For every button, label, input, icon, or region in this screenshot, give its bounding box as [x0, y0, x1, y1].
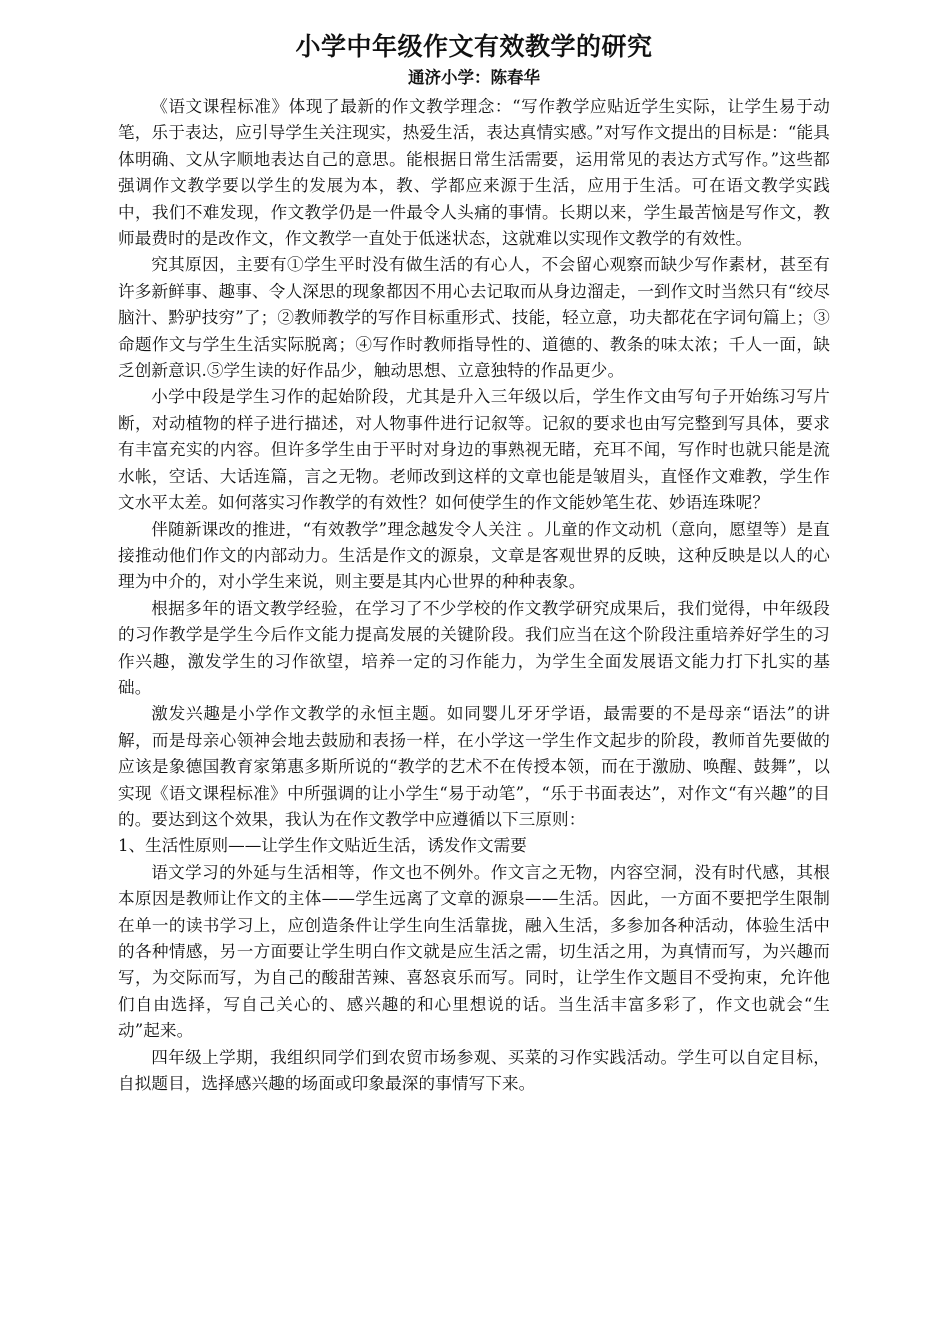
document-page	[118, 30, 830, 1097]
document-author: 通济小学：陈春华	[408, 68, 540, 87]
paragraph-1: 《语文课程标准》体现了最新的作文教学理念：“写作教学应贴近学生实际，让学生易于动笔，乐于表达，应引导学生关注现实，热爱生活，表达真情实感。”对写作文提出的目标是：“能具体明确、文从字顺地表达自己的意思。能根据日常生活需要，运用常见的表达方式写作。”这些都强调作文教学要以学生的发展为本，教、学都应来源于生活，应用于生活。可在语文教学实践中，我们不难发现，作文教学仍是一件最令人头痛的事情。长期以来，学生最苦恼是写作文，教师最费时的是改作文，作文教学一直处于低迷状态，这就难以实现作文教学的有效性。	[118, 97, 830, 249]
paragraph-6: 激发兴趣是小学作文教学的永恒主题。如同婴儿牙牙学语，最需要的不是母亲“语法”的讲解，而是母亲心领神会地去鼓励和表扬一样，在小学这一学生作文起步的阶段，教师首先要做的应该是象德国教育家第惠多斯所说的“教学的艺术不在传授本领，而在于激励、唤醒、鼓舞”，以实现《语文课程标准》中所强调的让小学生“易于动笔”，“乐于书面表达”，对作文“有兴趣”的目的。要达到这个效果，我认为在作文教学中应遵循以下三原则：	[118, 704, 830, 829]
paragraph-5: 根据多年的语文教学经验，在学习了不少学校的作文教学研究成果后，我们觉得，中年级段的习作教学是学生今后作文能力提高发展的关键阶段。我们应当在这个阶段注重培养好学生的习作兴趣，激发学生的习作欲望，培养一定的习作能力，为学生全面发展语文能力打下扎实的基础。	[118, 598, 830, 697]
document-title: 小学中年级作文有效教学的研究	[295, 32, 653, 61]
paragraph-4: 伴随新课改的推进，“有效教学”理念越发令人关注 。儿童的作文动机（意向，愿望等）是直接推动他们作文的内部动力。生活是作文的源泉，文章是客观世界的反映，这种反映是以人的心理为中介的，对小学生来说，则主要是其内心世界的种种表象。	[118, 519, 830, 592]
section-heading: 1、生活性原则——让学生作文贴近生活，诱发作文需要	[118, 836, 527, 856]
section-paragraph-1: 语文学习的外延与生活相等，作文也不例外。作文言之无物，内容空洞，没有时代感，其根本原因是教师让作文的主体——学生远离了文章的源泉——生活。因此，一方面不要把学生限制在单一的读书学习上，应创造条件让学生向生活靠拢，融入生活，多参加各种活动，体验生活中的各种情感，另一方面要让学生明白作文就是应生活之需，切生活之用，为真情而写，为兴趣而写，为交际而写，为自己的酸甜苦辣、喜怒哀乐而写。同时，让学生作文题目不受拘束，允许他们自由选择，写自己关心的、感兴趣的和心里想说的话。当生活丰富多彩了，作文也就会“生动”起来。	[118, 862, 830, 1041]
paragraph-2: 究其原因，主要有①学生平时没有做生活的有心人，不会留心观察而缺少写作素材，甚至有许多新鲜事、趣事、令人深思的现象都因不用心去记取而从身边溜走，一到作文时当然只有“绞尽脑汁、黔驴技穷”了；②教师教学的写作目标重形式、技能，轻立意，功夫都花在字词句篇上；③命题作文与学生生活实际脱离；④写作时教师指导性的、道德的、教条的味太浓；千人一面，缺乏创新意识.⑤学生读的好作品少，触动思想、立意独特的作品更少。	[118, 255, 830, 381]
section-paragraph-2: 四年级上学期，我组织同学们到农贸市场参观、买菜的习作实践活动。学生可以自定目标，自拟题目，选择感兴趣的场面或印象最深的事情写下来。	[118, 1047, 830, 1094]
paragraph-3: 小学中段是学生习作的起始阶段，尤其是升入三年级以后，学生作文由写句子开始练习写片断，对动植物的样子进行描述，对人物事件进行记叙等。记叙的要求也由写完整到写具体，要求有丰富充实的内容。但许多学生由于平时对身边的事熟视无睹，充耳不闻，写作时也就只能是流水帐，空话、大话连篇，言之无物。老师改到这样的文章也能是皱眉头，直怪作文难教，学生作文水平太差。如何落实习作教学的有效性？如何使学生的作文能妙笔生花、妙语连珠呢？	[118, 387, 830, 513]
